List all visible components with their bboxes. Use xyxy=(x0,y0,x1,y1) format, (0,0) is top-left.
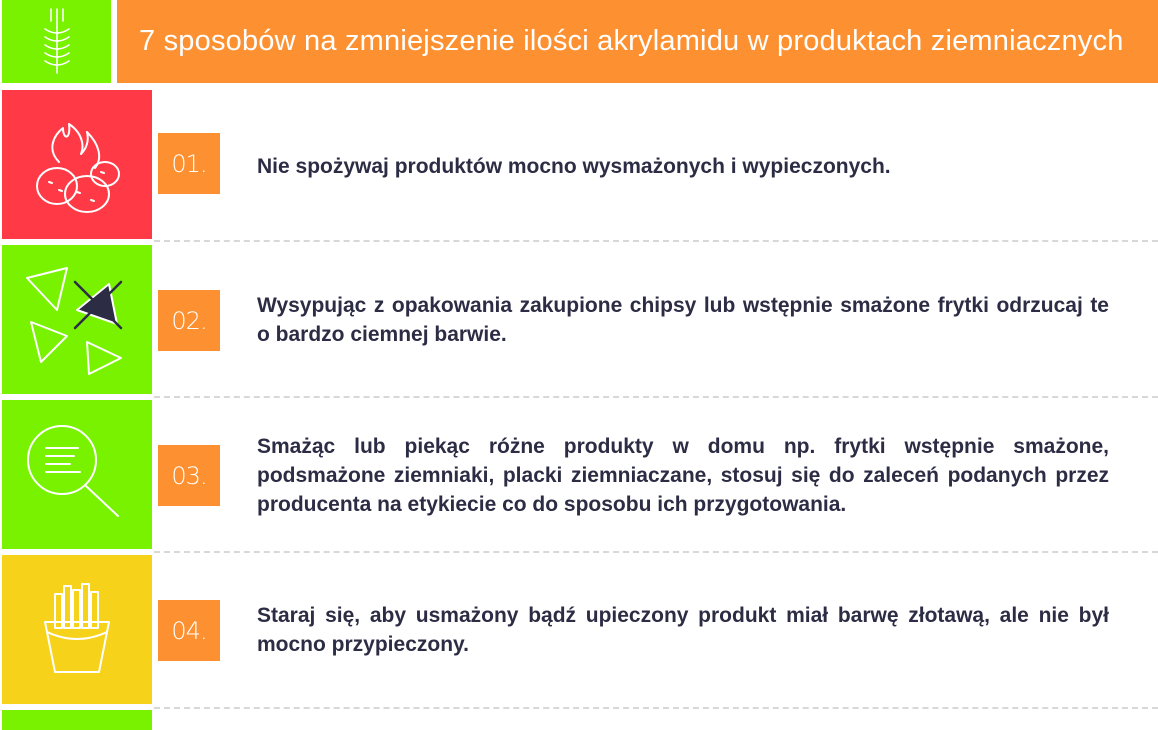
tip-number-badge: 01. xyxy=(158,133,220,194)
row-divider xyxy=(154,707,1158,709)
tip-text: Smażąc lub piekąc różne produkty w domu np. frytki wstępnie smażone, podsmażone ziemniaki, placki ziemniaczane, stosuj się do zaleceń podanych przez producenta na etykiecie co do sposobu ich przygotowania. xyxy=(257,435,1109,516)
magnifier-label-icon xyxy=(22,420,132,530)
tip-row-3 xyxy=(0,398,1158,553)
tip-icon-box xyxy=(2,90,152,239)
burning-potatoes-icon xyxy=(29,110,125,220)
tip-icon-box xyxy=(2,245,152,394)
french-fries-icon xyxy=(37,580,117,680)
tip-number-badge: 03. xyxy=(158,445,220,506)
header-bar xyxy=(117,0,1158,83)
row-divider xyxy=(154,240,1158,242)
tip-icon-box xyxy=(2,555,152,704)
next-tip-icon-box xyxy=(2,710,152,730)
tip-icon-box xyxy=(2,400,152,549)
header-icon-box xyxy=(2,0,111,83)
page-title: 7 sposobów na zmniejszenie ilości akrylamidu w produktach ziemniacznych xyxy=(139,25,1124,57)
tip-number-badge: 02. xyxy=(158,290,220,351)
tip-text: Wysypując z opakowania zakupione chipsy lub wstępnie smażone frytki odrzucaj te o bardzo ciemnej barwie. xyxy=(257,294,1109,346)
tip-row-4 xyxy=(0,553,1158,708)
tip-text: Nie spożywaj produktów mocno wysmażonych i wypieczonych. xyxy=(257,155,891,178)
tip-row-2 xyxy=(0,243,1158,398)
tip-row-1 xyxy=(0,88,1158,243)
wheat-icon xyxy=(37,7,77,77)
tip-text: Staraj się, aby usmażony bądź upieczony produkt miał barwę złotawą, ale nie był mocno przypieczony. xyxy=(257,604,1109,656)
tip-number-badge: 04. xyxy=(158,600,220,661)
chips-icon xyxy=(17,260,137,380)
